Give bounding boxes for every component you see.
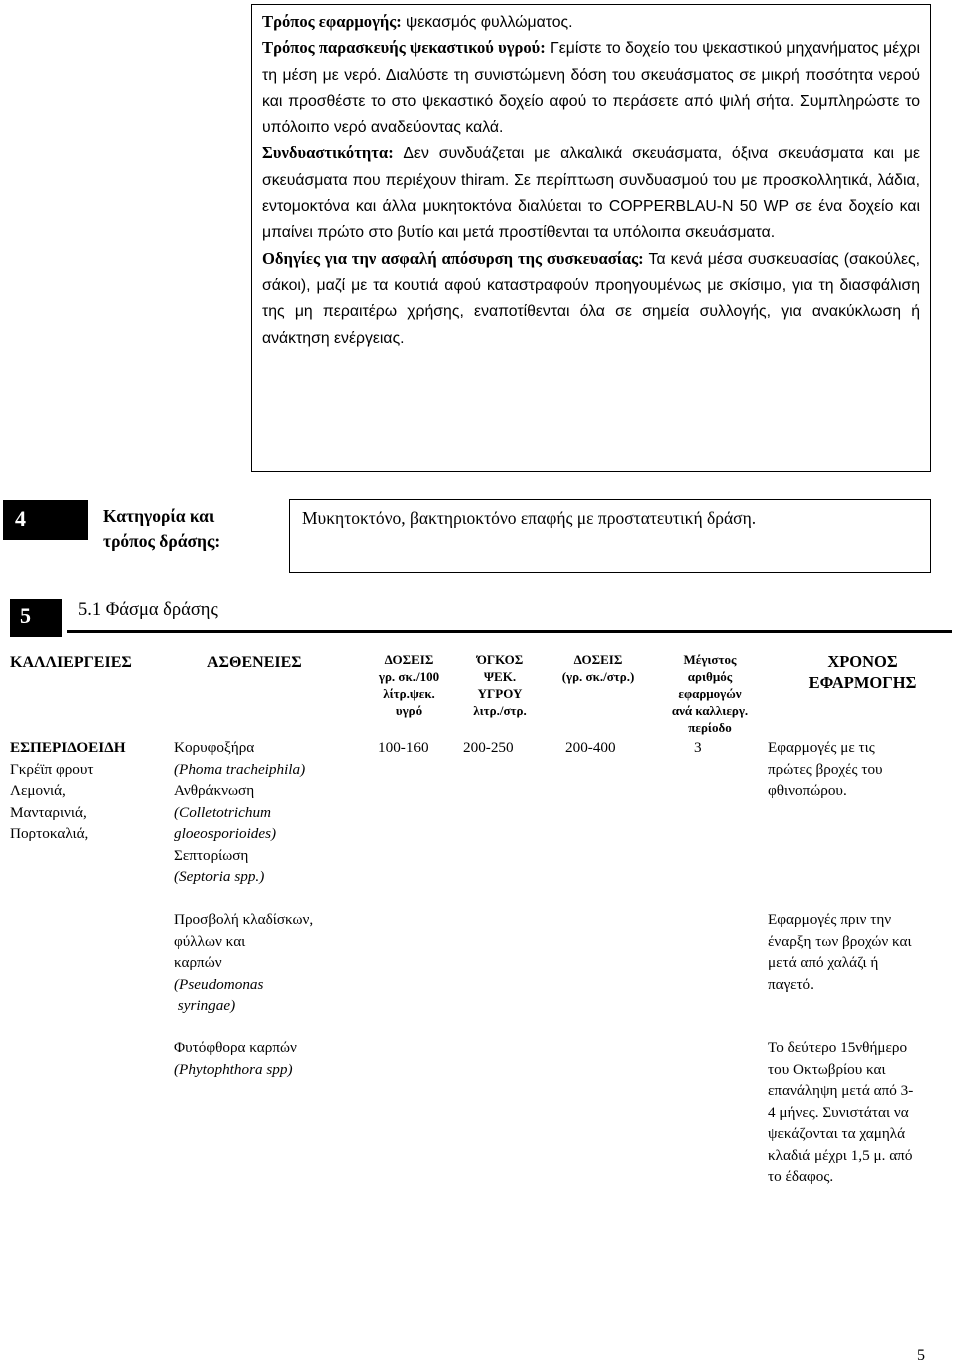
spray-volume-value: 200-250 — [463, 739, 514, 756]
timing-line: κλαδιά μέχρι 1,5 μ. από — [768, 1146, 913, 1164]
header-dose-per-100l — [370, 651, 448, 719]
disposal-text: Τα κενά μέσα συσκευασίας (σακούλες, σάκοι), μαζί με τα κουτιά αφού καταστραφούν προηγουμένως με σκίσιμο, για τη διασφάλιση της μη περαιτέρω χρήσης, εναποτίθενται όλα σε σημεία συλλογής, για ανακύκλωση ή ανάκτηση ενέργειας. — [262, 250, 921, 347]
application-method-text: ψεκασμός φυλλώματος. — [405, 14, 573, 31]
compatibility-label: Συνδυαστικότητα: — [262, 143, 394, 163]
header-max-applications — [660, 651, 760, 736]
preparation-label: Τρόπος παρασκευής ψεκαστικού υγρού: — [262, 38, 546, 58]
category-label — [103, 504, 278, 554]
header-spray-volume-line: λιτρ./στρ. — [473, 703, 527, 718]
crop-item: Πορτοκαλιά, — [10, 825, 89, 842]
timing-group-2 — [768, 909, 912, 995]
section-divider — [67, 630, 952, 633]
disposal — [262, 246, 920, 351]
disease-line: καρπών — [174, 954, 222, 971]
section-5-title: 5.1 Φάσμα δράσης — [78, 600, 218, 620]
compatibility-text: Δεν συνδυάζεται με αλκαλικά σκευάσματα, όξινα σκευάσματα και με σκευάσματα που περιέχουν thiram. Σε περίπτωση συνδυασμού του με προσκολλητικά, λάδια, εντομοκτόνα και άλλα μυκητοκτόνα διαλύεται το COPPERBLAU-N 50 WP σε ένα δοχείο και μπαίνει πρώτο στο βυτίο και μετά προστίθενται τα υπόλοιπα σκευάσματα. — [262, 145, 920, 242]
header-spray-volume-line: ΌΓΚΟΣ — [476, 652, 524, 667]
header-max-applications-line: Μέγιστος — [683, 652, 737, 667]
category-value: Μυκητοκτόνο, βακτηριοκτόνο επαφής με προστατευτική δράση. — [302, 508, 757, 528]
application-instructions-box — [251, 4, 931, 472]
header-application-timing-line: ΕΦΑΡΜΟΓΗΣ — [808, 673, 917, 692]
disease-line: Κορυφοξήρα — [174, 739, 255, 756]
timing-line: Το δεύτερο 15νθήμερο — [768, 1039, 908, 1056]
header-crops: ΚΑΛΛΙΕΡΓΕΙΕΣ — [10, 654, 132, 671]
timing-group-3 — [768, 1037, 913, 1188]
crops-cell — [10, 737, 126, 845]
disease-group-3 — [174, 1037, 297, 1080]
timing-line: παγετό. — [768, 975, 814, 993]
disease-line: (Phoma tracheiphila) — [174, 760, 306, 778]
max-applications-value: 3 — [694, 739, 702, 756]
category-label-line2: τρόπος δράσης: — [103, 531, 221, 551]
preparation — [262, 35, 920, 140]
disease-line: Σεπτορίωση — [174, 846, 249, 864]
disease-group-1 — [174, 737, 305, 888]
header-dose-per-100l-line: υγρό — [395, 703, 423, 718]
header-dose-per-stremma-line: ΔΟΣΕΙΣ — [573, 652, 623, 667]
timing-line: το έδαφος. — [768, 1168, 834, 1185]
header-dose-per-100l-line: γρ. σκ./100 — [378, 669, 440, 684]
timing-line: φθινοπώρου. — [768, 782, 847, 799]
crop-item: Γκρέϊπ φρουτ — [10, 760, 94, 778]
timing-line: Εφαρμογές πριν την — [768, 911, 892, 928]
section-5-number: 5 — [10, 599, 62, 637]
header-dose-per-100l-line: λίτρ.ψεκ. — [383, 686, 435, 701]
timing-line: πρώτες βροχές του — [768, 760, 883, 778]
application-method-label: Τρόπος εφαρμογής: — [262, 12, 402, 31]
disease-line: Φυτόφθορα καρπών — [174, 1039, 297, 1056]
timing-line: επανάληψη μετά από 3- — [768, 1082, 914, 1099]
compatibility — [262, 140, 920, 245]
crop-item: Λεμονιά, — [10, 782, 66, 799]
crop-item: Μανταρινιά, — [10, 803, 87, 821]
disposal-label: Οδηγίες για την ασφαλή απόσυρση της συσκευασίας: — [262, 248, 644, 268]
timing-line: ψεκάζονται τα χαμηλά — [768, 1125, 906, 1142]
timing-line: 4 μήνες. Συνιστάται να — [768, 1103, 909, 1121]
timing-line: Εφαρμογές με τις — [768, 739, 875, 756]
header-max-applications-line: περίοδο — [688, 720, 732, 735]
header-max-applications-line: ανά καλλιεργ. — [671, 703, 749, 718]
disease-group-2 — [174, 909, 313, 1017]
header-spray-volume — [465, 651, 535, 719]
timing-line: του Οκτωβρίου και — [768, 1060, 886, 1078]
header-dose-per-stremma-line: (γρ. σκ./στρ.) — [561, 669, 635, 684]
disease-line: (Colletotrichum — [174, 803, 272, 821]
header-dose-per-stremma — [548, 651, 648, 685]
category-value-box — [289, 499, 931, 573]
section-4-number: 4 — [3, 500, 88, 540]
application-method — [262, 9, 920, 35]
preparation-text: Γεμίστε το δοχείο του ψεκαστικού μηχανήματος μέχρι τη μέση με νερό. Διαλύστε τη συνιστώμενη δόση του σκευάσματος σε μικρή ποσότητα νερού και προσθέστε το στο ψεκαστικό δοχείο αφού το περάσετε από ψιλή σήτα. Συμπληρώστε το υπόλοιπο νερό αναδεύοντας καλά. — [262, 40, 921, 137]
disease-line: (Phytophthora spp) — [174, 1060, 293, 1078]
disease-line: syringae) — [174, 997, 236, 1014]
page-number: 5 — [917, 1347, 925, 1364]
disease-line: (Septoria spp.) — [174, 868, 265, 885]
timing-group-1 — [768, 737, 883, 802]
header-diseases: ΑΣΘΕΝΕΙΕΣ — [207, 654, 302, 671]
category-label-line1: Κατηγορία και — [103, 506, 215, 526]
disease-line: φύλλων και — [174, 932, 246, 950]
timing-line: μετά από χαλάζι ή — [768, 954, 879, 971]
dose-per-100l-value: 100-160 — [378, 739, 429, 756]
header-spray-volume-line: ΨΕΚ. — [483, 669, 517, 684]
disease-line: (Pseudomonas — [174, 975, 264, 993]
header-application-timing — [775, 651, 950, 693]
disease-line: gloeosporioides) — [174, 825, 277, 842]
header-application-timing-line: ΧΡΟΝΟΣ — [827, 652, 898, 671]
dose-per-stremma-value: 200-400 — [565, 739, 616, 756]
disease-line: Ανθράκνωση — [174, 782, 255, 799]
header-dose-per-100l-line: ΔΟΣΕΙΣ — [384, 652, 434, 667]
disease-line: Προσβολή κλαδίσκων, — [174, 911, 314, 928]
crop-group: ΕΣΠΕΡΙΔΟΕΙΔΗ — [10, 739, 126, 756]
header-max-applications-line: αριθμός — [687, 669, 733, 684]
timing-line: έναρξη των βροχών και — [768, 932, 912, 950]
header-spray-volume-line: ΥΓΡΟΥ — [477, 686, 523, 701]
header-max-applications-line: εφαρμογών — [678, 686, 742, 701]
